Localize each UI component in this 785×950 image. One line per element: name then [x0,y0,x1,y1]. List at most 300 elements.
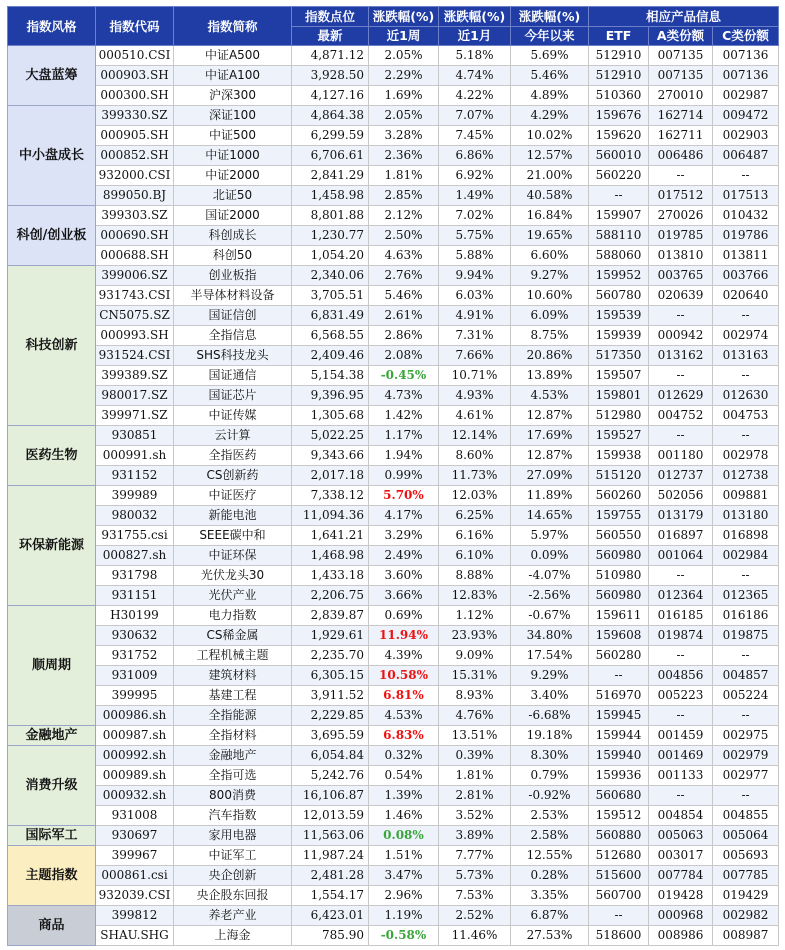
index-points: 9,343.66 [292,446,369,466]
change-month: 8.93% [439,686,511,706]
change-month: 4.93% [439,386,511,406]
etf-code: 159938 [589,446,649,466]
etf-code: 159952 [589,266,649,286]
index-code: 000987.sh [96,726,174,746]
change-week: 2.76% [369,266,439,286]
table-row [8,626,779,646]
etf-code: 515600 [589,866,649,886]
change-week: 11.94% [369,626,439,646]
index-points: 3,695.59 [292,726,369,746]
table-row [8,326,779,346]
table-row [8,666,779,686]
etf-code: 159611 [589,606,649,626]
table-row [8,126,779,146]
etf-code: 560880 [589,826,649,846]
change-week: 4.63% [369,246,439,266]
index-points: 1,554.17 [292,886,369,906]
etf-code: 588060 [589,246,649,266]
index-code: 000300.SH [96,86,174,106]
table-row [8,386,779,406]
header-week-sub: 近1周 [369,27,439,46]
a-class-code: 012364 [649,586,713,606]
index-points: 1,929.61 [292,626,369,646]
index-points: 5,022.25 [292,426,369,446]
etf-code: 560680 [589,786,649,806]
change-month: 5.75% [439,226,511,246]
index-name: CS稀金属 [174,626,292,646]
index-points: 1,054.20 [292,246,369,266]
c-class-code: -- [713,166,779,186]
change-week: 1.39% [369,786,439,806]
index-points: 2,340.06 [292,266,369,286]
etf-code: 159507 [589,366,649,386]
c-class-code: -- [713,706,779,726]
index-points: 11,094.36 [292,506,369,526]
index-performance-table [7,6,779,946]
index-points: 2,481.28 [292,866,369,886]
change-week: 2.61% [369,306,439,326]
index-name: 全指能源 [174,706,292,726]
change-week: 4.17% [369,506,439,526]
change-week: 2.05% [369,46,439,66]
change-week: 10.58% [369,666,439,686]
index-code: 931752 [96,646,174,666]
header-a-class: A类份额 [649,27,713,46]
table-row [8,846,779,866]
etf-code: 512680 [589,846,649,866]
c-class-code: -- [713,306,779,326]
change-ytd: 0.09% [511,546,589,566]
index-name: SEEE碳中和 [174,526,292,546]
a-class-code: 162714 [649,106,713,126]
c-class-code: 002903 [713,126,779,146]
change-week: 1.19% [369,906,439,926]
etf-code: 560980 [589,546,649,566]
c-class-code: 002984 [713,546,779,566]
index-code: 000991.sh [96,446,174,466]
index-name: 中证环保 [174,546,292,566]
index-name: 中证军工 [174,846,292,866]
a-class-code: -- [649,646,713,666]
table-row [8,166,779,186]
header-chg-week: 涨跌幅(%) [369,7,439,27]
index-name: SHS科技龙头 [174,346,292,366]
etf-code: 159944 [589,726,649,746]
change-week: 3.66% [369,586,439,606]
index-name: 央企股东回报 [174,886,292,906]
etf-code: 159940 [589,746,649,766]
index-code: 931152 [96,466,174,486]
index-name: 光伏产业 [174,586,292,606]
change-month: 12.83% [439,586,511,606]
c-class-code: 009881 [713,486,779,506]
c-class-code: 009472 [713,106,779,126]
change-week: 0.32% [369,746,439,766]
etf-code: 512910 [589,66,649,86]
index-code: 000992.sh [96,746,174,766]
header-points: 指数点位 [292,7,369,27]
change-month: 6.03% [439,286,511,306]
etf-code: -- [589,906,649,926]
etf-code: 159620 [589,126,649,146]
change-ytd: -0.67% [511,606,589,626]
group-label: 国际军工 [8,826,96,846]
index-code: 399995 [96,686,174,706]
index-points: 6,054.84 [292,746,369,766]
change-ytd: 6.60% [511,246,589,266]
a-class-code: 019874 [649,626,713,646]
change-ytd: 6.09% [511,306,589,326]
table-row [8,406,779,426]
change-ytd: -0.92% [511,786,589,806]
change-month: 8.60% [439,446,511,466]
change-week: 2.12% [369,206,439,226]
a-class-code: 012629 [649,386,713,406]
change-month: 7.66% [439,346,511,366]
change-week: 4.39% [369,646,439,666]
etf-code: 516970 [589,686,649,706]
index-name: 家用电器 [174,826,292,846]
index-code: 000989.sh [96,766,174,786]
index-name: 沪深300 [174,86,292,106]
a-class-code: 007135 [649,46,713,66]
change-week: 2.86% [369,326,439,346]
a-class-code: 004752 [649,406,713,426]
etf-code: 588110 [589,226,649,246]
table-row [8,346,779,366]
change-ytd: 13.89% [511,366,589,386]
change-ytd: 11.89% [511,486,589,506]
index-name: 全指材料 [174,726,292,746]
table-row [8,746,779,766]
change-month: 11.46% [439,926,511,946]
change-month: 7.07% [439,106,511,126]
etf-code: 159608 [589,626,649,646]
c-class-code: 005693 [713,846,779,866]
a-class-code: 013810 [649,246,713,266]
etf-code: -- [589,666,649,686]
header-etf: ETF [589,27,649,46]
index-name: 基建工程 [174,686,292,706]
change-ytd: 5.46% [511,66,589,86]
table-row [8,506,779,526]
etf-code: 512980 [589,406,649,426]
change-week: 1.69% [369,86,439,106]
change-ytd: 40.58% [511,186,589,206]
change-ytd: 5.69% [511,46,589,66]
index-points: 2,229.85 [292,706,369,726]
change-ytd: -2.56% [511,586,589,606]
change-ytd: 9.27% [511,266,589,286]
change-week: 2.85% [369,186,439,206]
c-class-code: 012630 [713,386,779,406]
table-row [8,566,779,586]
index-code: 000993.SH [96,326,174,346]
change-month: 6.10% [439,546,511,566]
group-label: 科创/创业板 [8,206,96,266]
c-class-code: 004857 [713,666,779,686]
header-chg-month: 涨跌幅(%) [439,7,511,27]
index-points: 9,396.95 [292,386,369,406]
c-class-code: 007136 [713,46,779,66]
etf-code: 159539 [589,306,649,326]
change-ytd: -4.07% [511,566,589,586]
index-code: 399989 [96,486,174,506]
change-week: -0.45% [369,366,439,386]
index-name: 上海金 [174,926,292,946]
change-month: 6.25% [439,506,511,526]
change-week: -0.58% [369,926,439,946]
index-code: 399330.SZ [96,106,174,126]
c-class-code: 002987 [713,86,779,106]
change-ytd: 6.87% [511,906,589,926]
index-code: 932039.CSI [96,886,174,906]
index-name: 中证A500 [174,46,292,66]
change-month: 6.86% [439,146,511,166]
index-points: 6,423.01 [292,906,369,926]
index-name: 央企创新 [174,866,292,886]
change-month: 7.45% [439,126,511,146]
index-code: 932000.CSI [96,166,174,186]
c-class-code: 016186 [713,606,779,626]
etf-code: 159512 [589,806,649,826]
change-month: 4.91% [439,306,511,326]
c-class-code: 013180 [713,506,779,526]
change-month: 11.73% [439,466,511,486]
index-name: 国证2000 [174,206,292,226]
index-code: 000986.sh [96,706,174,726]
index-points: 2,409.46 [292,346,369,366]
table-row [8,146,779,166]
change-ytd: 0.28% [511,866,589,886]
index-name: 中证A100 [174,66,292,86]
header-chg-ytd: 涨跌幅(%) [511,7,589,27]
change-month: 23.93% [439,626,511,646]
a-class-code: 006486 [649,146,713,166]
c-class-code: 005064 [713,826,779,846]
table-row [8,286,779,306]
table-row [8,46,779,66]
index-points: 16,106.87 [292,786,369,806]
index-points: 1,433.18 [292,566,369,586]
index-code: 931743.CSI [96,286,174,306]
change-week: 3.47% [369,866,439,886]
etf-code: -- [589,186,649,206]
c-class-code: 002975 [713,726,779,746]
index-points: 3,928.50 [292,66,369,86]
header-month-sub: 近1月 [439,27,511,46]
a-class-code: -- [649,566,713,586]
index-name: 800消费 [174,786,292,806]
change-month: 7.02% [439,206,511,226]
table-row [8,466,779,486]
c-class-code: 002974 [713,326,779,346]
table-row [8,806,779,826]
c-class-code: 004753 [713,406,779,426]
table-row [8,686,779,706]
table-row [8,106,779,126]
table-row [8,246,779,266]
c-class-code: 012365 [713,586,779,606]
change-ytd: 5.97% [511,526,589,546]
etf-code: 159676 [589,106,649,126]
index-name: 国证通信 [174,366,292,386]
change-month: 12.03% [439,486,511,506]
c-class-code: 019786 [713,226,779,246]
header-products: 相应产品信息 [589,7,779,27]
index-name: 科创成长 [174,226,292,246]
a-class-code: 016897 [649,526,713,546]
index-name: 国证芯片 [174,386,292,406]
etf-code: 518600 [589,926,649,946]
index-code: 000852.SH [96,146,174,166]
change-week: 0.69% [369,606,439,626]
change-ytd: 4.89% [511,86,589,106]
etf-code: 510980 [589,566,649,586]
group-label: 商品 [8,906,96,946]
change-ytd: 0.79% [511,766,589,786]
index-points: 2,841.29 [292,166,369,186]
change-month: 5.18% [439,46,511,66]
change-month: 6.16% [439,526,511,546]
change-month: 6.92% [439,166,511,186]
table-row [8,66,779,86]
change-week: 5.46% [369,286,439,306]
change-ytd: 12.87% [511,446,589,466]
table-row [8,606,779,626]
index-name: 工程机械主题 [174,646,292,666]
change-week: 0.99% [369,466,439,486]
index-points: 5,242.76 [292,766,369,786]
a-class-code: 019785 [649,226,713,246]
index-points: 2,235.70 [292,646,369,666]
index-code: 000903.SH [96,66,174,86]
a-class-code: -- [649,426,713,446]
change-week: 1.42% [369,406,439,426]
table-row [8,586,779,606]
group-label: 科技创新 [8,266,96,426]
index-code: 930851 [96,426,174,446]
change-ytd: 27.09% [511,466,589,486]
change-ytd: 9.29% [511,666,589,686]
etf-code: 560220 [589,166,649,186]
change-month: 4.61% [439,406,511,426]
change-month: 3.52% [439,806,511,826]
index-points: 1,458.98 [292,186,369,206]
change-ytd: 2.53% [511,806,589,826]
c-class-code: 002977 [713,766,779,786]
table-row [8,706,779,726]
index-code: CN5075.SZ [96,306,174,326]
table-row [8,926,779,946]
index-code: 399967 [96,846,174,866]
a-class-code: 013179 [649,506,713,526]
change-ytd: 10.60% [511,286,589,306]
c-class-code: 013163 [713,346,779,366]
index-name: 半导体材料设备 [174,286,292,306]
index-code: SHAU.SHG [96,926,174,946]
a-class-code: 000942 [649,326,713,346]
change-ytd: 12.55% [511,846,589,866]
change-week: 6.83% [369,726,439,746]
a-class-code: 016185 [649,606,713,626]
change-ytd: 17.69% [511,426,589,446]
a-class-code: 007784 [649,866,713,886]
index-name: 电力指数 [174,606,292,626]
change-month: 7.31% [439,326,511,346]
change-week: 1.81% [369,166,439,186]
index-points: 8,801.88 [292,206,369,226]
index-points: 6,299.59 [292,126,369,146]
etf-code: 517350 [589,346,649,366]
c-class-code: 005224 [713,686,779,706]
a-class-code: -- [649,366,713,386]
change-week: 2.49% [369,546,439,566]
index-code: 931008 [96,806,174,826]
header-code: 指数代码 [96,7,174,46]
etf-code: 159755 [589,506,649,526]
index-code: 000690.SH [96,226,174,246]
table-row [8,186,779,206]
c-class-code: 008987 [713,926,779,946]
c-class-code: 007785 [713,866,779,886]
change-ytd: 19.65% [511,226,589,246]
c-class-code: 002979 [713,746,779,766]
etf-code: 560280 [589,646,649,666]
index-code: 930697 [96,826,174,846]
change-ytd: 17.54% [511,646,589,666]
index-name: 云计算 [174,426,292,446]
group-label: 医药生物 [8,426,96,486]
etf-code: 159945 [589,706,649,726]
a-class-code: 162711 [649,126,713,146]
a-class-code: -- [649,786,713,806]
change-week: 5.70% [369,486,439,506]
index-points: 2,839.87 [292,606,369,626]
group-label: 金融地产 [8,726,96,746]
a-class-code: -- [649,166,713,186]
change-ytd: 4.29% [511,106,589,126]
header-c-class: C类份额 [713,27,779,46]
c-class-code: 002982 [713,906,779,926]
a-class-code: 013162 [649,346,713,366]
index-name: 全指可选 [174,766,292,786]
index-points: 1,468.98 [292,546,369,566]
group-label: 大盘蓝筹 [8,46,96,106]
index-code: 000861.csi [96,866,174,886]
index-code: 399389.SZ [96,366,174,386]
c-class-code: 019875 [713,626,779,646]
change-week: 1.94% [369,446,439,466]
change-month: 9.94% [439,266,511,286]
c-class-code: 019429 [713,886,779,906]
change-week: 2.36% [369,146,439,166]
change-week: 1.51% [369,846,439,866]
etf-code: 560010 [589,146,649,166]
index-points: 6,568.55 [292,326,369,346]
table-row [8,526,779,546]
change-month: 7.53% [439,886,511,906]
index-name: 国证信创 [174,306,292,326]
index-code: 399006.SZ [96,266,174,286]
change-month: 10.71% [439,366,511,386]
etf-code: 159907 [589,206,649,226]
change-ytd: 12.57% [511,146,589,166]
change-month: 4.76% [439,706,511,726]
index-code: 931524.CSI [96,346,174,366]
table-row [8,486,779,506]
index-table-container [7,6,778,946]
